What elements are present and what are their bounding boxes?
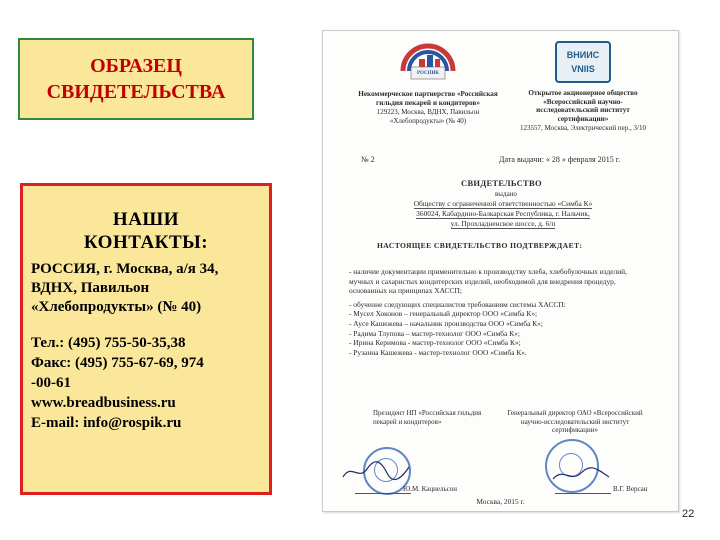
- sample-certificate-label: [18, 38, 254, 120]
- contacts-phone: Тел.: (495) 755-50-35,38: [31, 335, 186, 351]
- contacts-fax-line2: -00-61: [31, 375, 71, 391]
- contacts-box: [20, 183, 272, 495]
- right-org-name: Открытое акционерное общество «Всероссийский научно-исследовательский институт сертификации»: [528, 89, 638, 123]
- signature-left-icon: [341, 459, 411, 483]
- signer-left-name: Ю.М. Кацнельсон: [403, 485, 457, 493]
- certificate-body: [349, 267, 649, 357]
- vniis-logo-line1: ВНИИС: [566, 50, 600, 60]
- recipient-line3: ул. Прохладненское шоссе, д. 6/п: [450, 219, 556, 228]
- certifies-heading: НАСТОЯЩЕЕ СВИДЕТЕЛЬСТВО ПОДТВЕРЖДАЕТ:: [377, 241, 583, 250]
- right-organization: [513, 37, 653, 133]
- sample-label-line2: СВИДЕТЕЛЬСТВА: [46, 81, 226, 103]
- certificate-title: СВИДЕТЕЛЬСТВО: [461, 178, 542, 188]
- contacts-website: www.breadbusiness.ru: [31, 395, 176, 411]
- certificate-issue-date: Дата выдачи: « 28 » февраля 2015 г.: [499, 155, 621, 164]
- guild-logo-text: РОСПИК: [417, 71, 439, 76]
- certificate-document: [322, 30, 679, 512]
- contacts-title-line1: НАШИ: [112, 209, 180, 230]
- recipient-line1: Обществу с ограниченной ответственностью «Симба К»: [413, 199, 593, 208]
- staff-item: - Аусе Кашежева – начальник производства ООО «Симба К»;: [349, 318, 543, 328]
- certificate-number: № 2: [361, 155, 375, 164]
- signer-left-title: Президент НП «Российская гильдия пекарей и кондитеров»: [373, 409, 482, 426]
- staff-item: - Рузанна Кашежева - мастер-технолог ООО «Симба К».: [349, 347, 527, 357]
- staff-item: - Ирина Керимова - мастер-технолог ООО «Симба К»;: [349, 338, 521, 348]
- recipient-line2: 360024, Кабардино-Балкарская Республика, г. Нальчик,: [416, 209, 590, 218]
- certificate-header: [353, 37, 653, 159]
- sample-label-line1: ОБРАЗЕЦ: [90, 55, 182, 77]
- signature-right-icon: [551, 465, 611, 485]
- vniis-logo-line2: VNIIS: [571, 64, 595, 74]
- left-org-name: Некоммерческое партнерство «Российская гильдия пекарей и кондитеров»: [358, 90, 498, 107]
- body-paragraph-training: - обучение следующих специалистов требованиям системы ХАССП:: [349, 299, 566, 309]
- contacts-details: [31, 333, 261, 433]
- body-paragraph-documentation: - наличие документации применительно к производству хлеба, хлебобулочных изделий, мучных и сахаристых кондитерских изделий, необходимой для внедрения процедур, основанных на принципах ХАССП;: [349, 267, 627, 296]
- contacts-email: E-mail: info@rospik.ru: [31, 415, 182, 431]
- page-number: 22: [682, 508, 695, 520]
- contacts-title-line2: КОНТАКТЫ:: [83, 232, 209, 253]
- contacts-title: [31, 208, 261, 254]
- vniis-logo: [555, 41, 611, 83]
- certificate-issued-label: выдано: [495, 190, 517, 198]
- staff-item: - Мусел Хоконов – генеральный директор ООО «Симба К»;: [349, 309, 538, 319]
- signer-right-name: В.Г. Версан: [613, 485, 648, 493]
- certificate-footer: Москва, 2015 г.: [476, 497, 525, 506]
- left-org-address: 129223, Москва, ВДНХ, Павильон «Хлебопродукты» (№ 40): [376, 108, 480, 125]
- guild-logo: [397, 37, 459, 87]
- contacts-address: РОССИЯ, г. Москва, а/я 34, ВДНХ, Павильон «Хлебопродукты» (№ 40): [31, 261, 219, 315]
- signature-line-right: [555, 493, 611, 494]
- certificate-recipient: [385, 199, 621, 229]
- staff-item: - Радима Тлупова – мастер-технолог ООО «Симба К»;: [349, 328, 520, 338]
- guild-emblem-icon: [397, 37, 459, 87]
- contacts-fax-line1: Факс: (495) 755-67-69, 974: [31, 355, 204, 371]
- left-organization: [353, 37, 503, 125]
- right-org-address: 123557, Москва, Электрический пер., 3/10: [520, 124, 646, 133]
- signer-right-title: Генеральный директор ОАО «Всероссийский научно-исследовательский институт сертификации»: [507, 409, 643, 435]
